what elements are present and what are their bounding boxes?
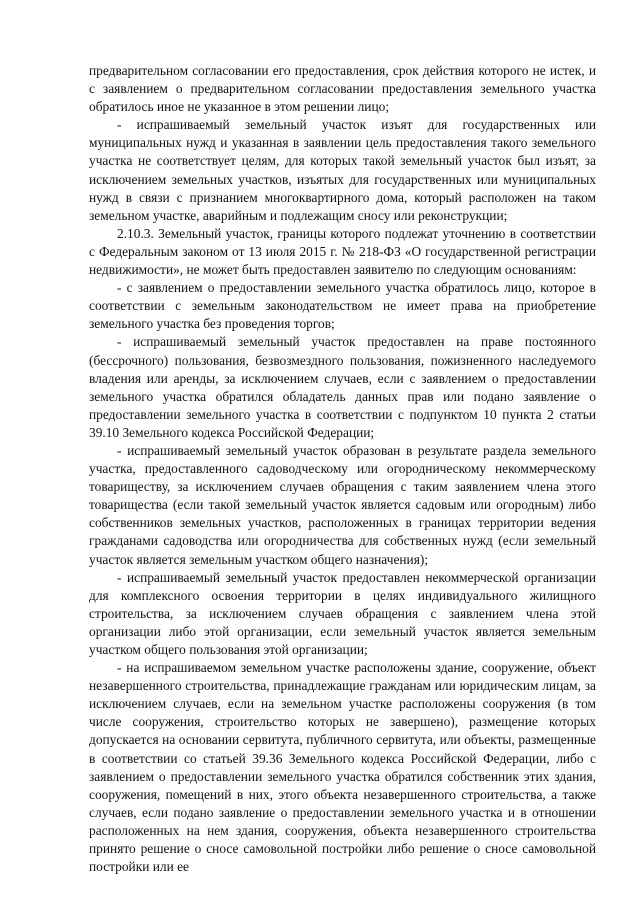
document-page	[89, 62, 596, 876]
paragraph-seized-land: - испрашиваемый земельный участок изъят для государственных или муниципальных нужд и указанная в заявлении цель предоставления такого земельного участка не соответствует целям, для которых такой земельный участок был изъят, за исключением земельных участков, изъятых для государственных или муниципальных нужд в связи с признанием многоквартирного дома, который расположен на таком земельном участке, аварийным и подлежащим сносу или реконструкции;	[89, 117, 596, 223]
paragraph-section-2-10-3: 2.10.3. Земельный участок, границы которого подлежат уточнению в соответствии с Федеральным законом от 13 июля 2015 г. № 218-ФЗ «О государственной регистрации недвижимости», не может быть предоставлен заявителю по следующим основаниям:	[89, 225, 596, 278]
paragraph-continuation: предварительном согласовании его предоставления, срок действия которого не истек, и с заявлением о предварительном согласовании предоставления земельного участка обратилось иное не указанное в этом решении лицо;	[89, 63, 596, 115]
paragraph-gardening-partnership: - испрашиваемый земельный участок образован в результате раздела земельного участка, предоставленного садоводческому или огородническому некоммерческому товариществу, за исключением случаев обращения с таким заявлением члена этого товарищества (если такой земельный участок является садовым или огородным) либо собственников земельных участков, расположенных в границах территории ведения гражданами садоводства или огородничества для собственных нужд (если земельный участок является земельным участком общего назначения);	[89, 442, 596, 567]
paragraph-non-profit-organization: - испрашиваемый земельный участок предоставлен некоммерческой организации для комплексного освоения территории в целях индивидуального жилищного строительства, за исключением случаев обращения с заявлением члена этой организации либо этой организации, если земельный участок является земельным участком общего пользования этой организации;	[89, 569, 596, 657]
paragraph-buildings-on-land: - на испрашиваемом земельном участке расположены здание, сооружение, объект незавершенного строительства, принадлежащие гражданам или юридическим лицам, за исключением случаев, если на земельном участке расположены сооружения (в том числе сооружения, строительство которых не завершено), размещение которых допускается на основании сервитута, публичного сервитута, или объекты, размещенные в соответствии со статьей 39.36 Земельного кодекса Российской Федерации, либо с заявлением о предоставлении земельного участка обратился собственник этих здания, сооружения, помещений в них, этого объекта незавершенного строительства, а также случаев, если подано заявление о предоставлении земельного участка и в отношении расположенных на нем здания, сооружения, объекта незавершенного строительства принято решение о сносе самовольной постройки либо решение о сносе самовольной постройки или ее	[89, 660, 596, 875]
paragraph-permanent-use: - испрашиваемый земельный участок предоставлен на праве постоянного (бессрочного) пользования, безвозмездного пользования, пожизненного наследуемого владения или аренды, за исключением случаев, если с заявлением о предоставлении земельного участка обратился обладатель данных прав или подано заявление о предоставлении земельного участка в соответствии с подпунктом 10 пункта 2 статьи 39.10 Земельного кодекса Российской Федерации;	[89, 334, 596, 440]
paragraph-no-right-without-auction: - с заявлением о предоставлении земельного участка обратилось лицо, которое в соответствии с земельным законодательством не имеет права на приобретение земельного участка без проведения торгов;	[89, 280, 596, 332]
